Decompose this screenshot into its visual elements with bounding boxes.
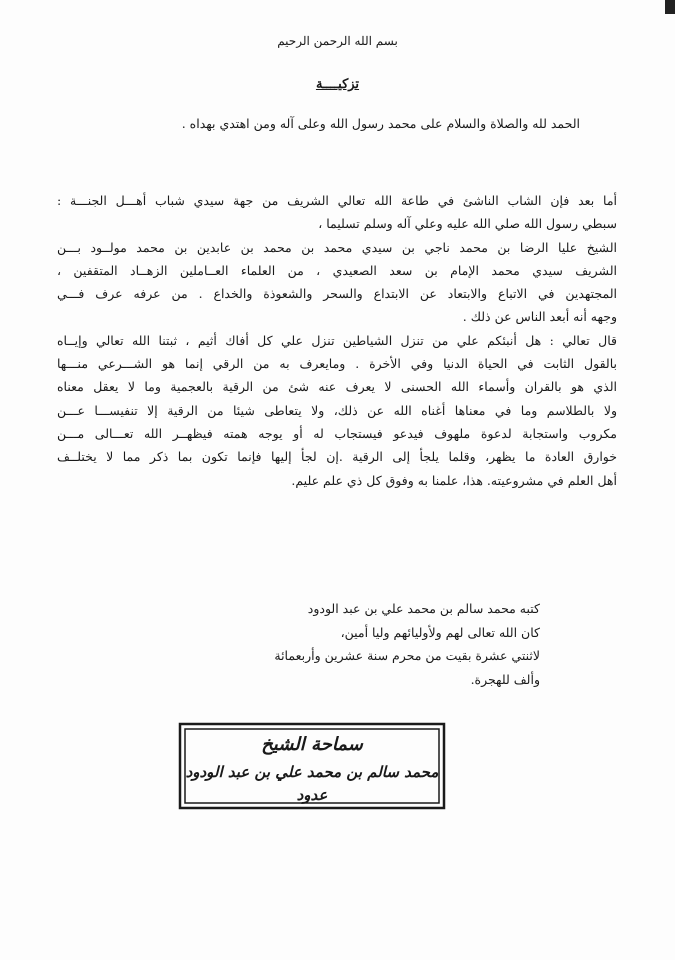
document-title-text: تزكيــــة <box>315 77 360 92</box>
stamp-line-1: سماحة الشيخ <box>261 734 363 755</box>
body-line: أما بعد فإن الشاب الناشئ في طاعة الله تعالي الشريف من جهة سيدي شباب أهـــل الجنـــة : <box>57 193 617 208</box>
stamp-line-2: محمد سالم بن محمد علي بن عبد الودود <box>185 763 439 781</box>
body-line: بالقول الثابت في الحياة الدنيا وفي الأخرة . ومايعرف به من الرقي إنما هو الشـــرعي منـــها <box>57 356 617 372</box>
body-line: المجتهدين في الاتباع والابتعاد عن الابتداع والسحر والشعوذة والخداع . من عرفه عرف فـــي <box>57 286 617 302</box>
document-title <box>0 77 675 92</box>
body-line: قال تعالي : هل أنبئكم علي من تنزل الشياطين تنزل علي كل أفاك أثيم ، ثبتنا الله تعالي وإيــاه <box>57 332 617 348</box>
scan-corner-mark <box>665 0 675 14</box>
body-line: مكروب واستجابة لدعوة ملهوف فيدعو فيستجاب له أو يوجه همته فيظهــر الله تعـــالى مـــن <box>57 425 617 441</box>
signature-line: لاثنتي عشرة بقيت من محرم سنة عشرين وأربعمائة <box>274 648 540 663</box>
body-line: ولا بالطلاسم وما في معناها أغناه الله عن ذلك، ولا يتعاطى شيئا من الرقية إلا تنفيســـا عـــن <box>57 402 617 418</box>
signature-line: كان الله تعالى لهم ولأوليائهم وليا أمين، <box>340 624 540 640</box>
official-stamp <box>178 722 446 810</box>
body-line: الذي هو بالقران وأسماء الله الحسنى لا يعرف عنه شئ من الرقية بالعجمية وما لا يعقل معناه <box>57 379 617 395</box>
opening-praise: الحمد لله والصلاة والسلام على محمد رسول الله وعلى آله ومن اهتدي بهداه . <box>181 116 580 131</box>
body-line: الشريف سيدي محمد الإمام بن سعد الصعيدي ، من العلماء العــاملين الزهــاد المتقفين ، <box>57 262 617 278</box>
signature-line: كتبه محمد سالم بن محمد علي بن عبد الودود <box>307 601 540 616</box>
document-body <box>57 189 617 492</box>
signature-block <box>274 597 540 691</box>
body-line: خوارق العادة ما يظهر، وقلما يلجأ إلى الرقية .إن لجأ إليها فإنما تكون بما ذكر مما لا يختلــف <box>57 449 617 465</box>
basmala-heading: بسم الله الرحمن الرحيم <box>277 34 398 48</box>
stamp-line-3: عدود <box>296 786 328 804</box>
body-line: الشيخ عليا الرضا بن محمد ناجي بن سيدي محمد بن محمد بن عابدين بن محمد مولــود بـــن <box>57 239 617 255</box>
body-line: أهل العلم في مشروعيته. هذا، علمنا به وفوق كل ذي علم عليم. <box>291 472 617 488</box>
signature-line: وألف للهجرة. <box>470 671 540 687</box>
body-line: سبطي رسول الله صلي الله عليه وعلي آله وسلم تسليما ، <box>318 216 617 232</box>
body-line: وجهه أنه أبعد الناس عن ذلك . <box>462 309 617 325</box>
